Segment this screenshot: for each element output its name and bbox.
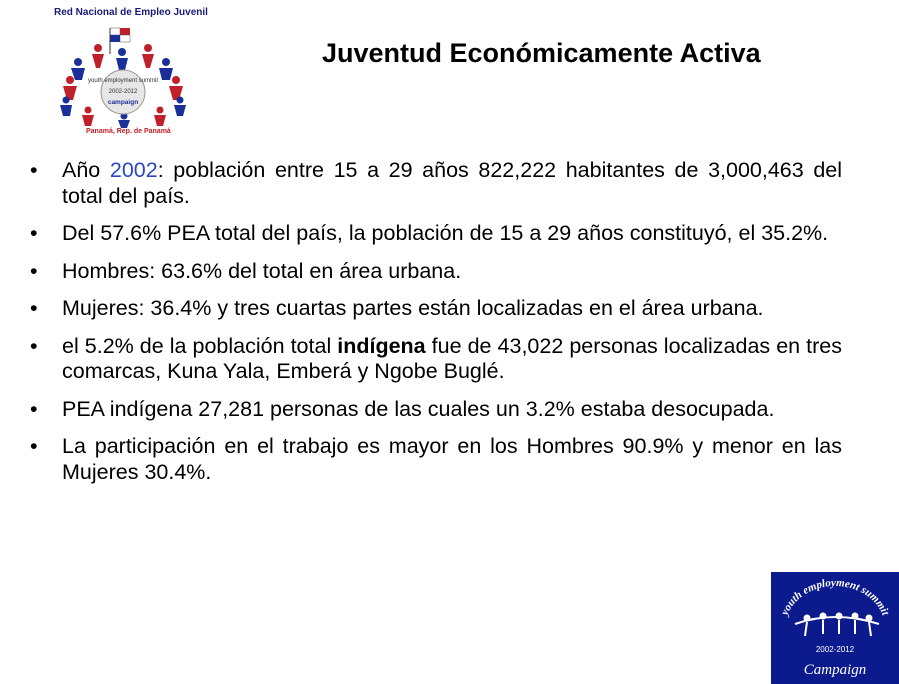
bullet-text: La participación en el trabajo es mayor en los Hombres 90.9% y menor en las Mujeres 30.4%. <box>62 434 842 484</box>
organization-location: Panamá, Rep. de Panamá <box>86 128 171 135</box>
bullet-text: : población entre 15 a 29 años 822,222 habitantes de 3,000,463 del total del país. <box>62 158 843 208</box>
bullet-item <box>30 296 842 322</box>
campaign-emblem-icon <box>771 572 899 684</box>
bullet-text: fue de 43,022 personas localizadas en tres comarcas, Kuna Yala, Emberá y Ngobe Buglé. <box>62 333 842 383</box>
organization-logo <box>48 0 208 148</box>
bullet-item <box>30 334 842 385</box>
figures-emblem-icon <box>48 20 198 128</box>
bullet-text: Mujeres: 36.4% y tres cuartas partes están localizadas en el área urbana. <box>62 296 764 320</box>
bullet-item <box>30 397 842 423</box>
right-logo-arc-text: youth employment summit <box>778 576 892 618</box>
year-highlight: 2002 <box>109 158 158 182</box>
bullet-text: Del 57.6% PEA total del país, la población de 15 a 29 años constituyó, el 35.2%. <box>62 221 829 245</box>
slide-title: Juventud Económicamente Activa <box>322 38 761 68</box>
right-logo-years: 2002-2012 <box>815 645 855 654</box>
bold-term: indígena <box>337 333 426 358</box>
bullet-text: el 5.2% de la población total <box>62 333 338 358</box>
bullet-text: PEA indígena 27,281 personas de las cuales un 3.2% estaba desocupada. <box>62 396 775 421</box>
left-logo-years: 2002-2012 <box>108 89 138 95</box>
campaign-logo <box>771 572 899 684</box>
bullet-item <box>30 221 842 247</box>
bullet-item <box>30 434 842 485</box>
right-logo-campaign: Campaign <box>803 662 867 678</box>
organization-name: Red Nacional de Empleo Juvenil <box>54 7 208 18</box>
bullet-list <box>30 158 842 497</box>
bullet-item <box>30 259 842 285</box>
left-logo-campaign: campaign <box>107 99 139 106</box>
bullet-text: Año <box>62 158 110 182</box>
bullet-item <box>30 158 842 209</box>
bullet-text: Hombres: 63.6% del total en área urbana. <box>62 258 462 283</box>
left-logo-arc-text: youth employment summit <box>87 78 159 84</box>
